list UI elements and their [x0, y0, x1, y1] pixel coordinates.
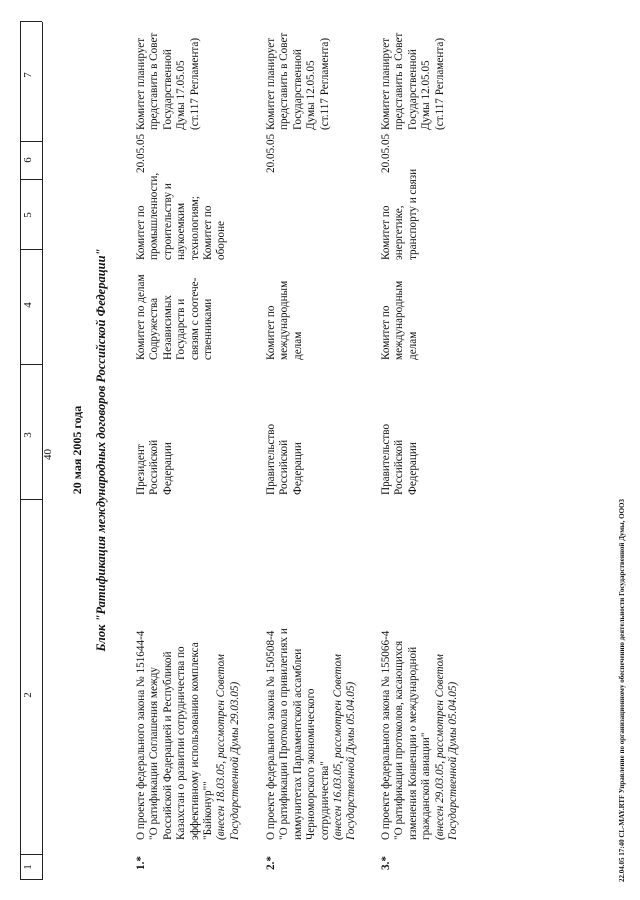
column-number: 4 [22, 302, 34, 308]
date-cell: 20.05.05 [380, 133, 392, 173]
law-note-line: (внесен 29.03.05, рассмотрен Советом [433, 654, 446, 840]
page-number: 40 [42, 449, 54, 460]
strip-top-border [20, 22, 21, 880]
co-committee-line: энергетике, [393, 205, 406, 260]
status-line: Думы 12.05.05 [420, 60, 433, 130]
initiator-line: Президент [135, 444, 147, 495]
strip-divider [20, 499, 42, 500]
block-heading: Блок "Ратификация международных договоров Российской Федерации" [94, 248, 108, 652]
initiator-line: Федерации [291, 442, 304, 495]
column-number: 2 [22, 692, 34, 698]
status-line: Комитет планирует [135, 37, 147, 130]
status-line: представить в Совет [278, 32, 291, 130]
row-number: 1.* [135, 856, 147, 870]
column-number: 7 [22, 72, 34, 78]
status-line: представить в Совет [393, 32, 406, 130]
initiator-line: Правительство [265, 423, 277, 495]
committee-cell [265, 281, 305, 360]
status-line: (ст.117 Регламента) [188, 37, 201, 130]
co-committee-line: Комитет по [380, 205, 392, 260]
law-note-line: Государственной Думы 29.03.05) [228, 681, 241, 840]
law-description-line: Черноморского экономического [305, 688, 318, 840]
committee-line: Комитет по [265, 305, 277, 360]
page-footer: 22.04.05 17:40 CL-MAY.RTF Управление по организационному обеспечению деятельности Государственной Думы, ООО3 [618, 499, 626, 882]
law-description-line: "Байконур"" [202, 781, 215, 840]
status-line: Государственной [406, 49, 419, 130]
strip-divider [20, 179, 42, 180]
row-number: 3.* [380, 856, 392, 870]
status-line: (ст.117 Регламента) [318, 37, 331, 130]
row-number: 2.* [265, 856, 277, 870]
committee-line: ственниками [202, 298, 215, 360]
law-note-line: (внесен 18.03.05, рассмотрен Советом [215, 654, 228, 840]
initiator-cell [265, 424, 305, 495]
committee-cell [380, 281, 420, 360]
law-description-line: гражданской авиации" [420, 732, 433, 840]
initiator-line: Правительство [380, 423, 392, 495]
law-title: О проекте федерального закона № 151644-4 [135, 630, 147, 840]
committee-line: Комитет по [380, 305, 392, 360]
status-line: (ст.117 Регламента) [433, 37, 446, 130]
strip-divider [20, 364, 42, 365]
committee-line: делам [406, 331, 419, 360]
column-number: 5 [22, 212, 34, 218]
initiator-cell [380, 424, 420, 495]
status-line: Государственной [291, 49, 304, 130]
law-description-line: "О ратификации Соглашения между [148, 667, 161, 840]
law-description-line: иммунитетах Парламентской ассамблеи [291, 648, 304, 840]
initiator-line: Российской [278, 439, 291, 495]
law-description-line: Российской Федерацией и Республикой [161, 651, 174, 840]
law-description-line: "О ратификации Протокола о привилегиях и [278, 628, 291, 840]
committee-line: связям с соотече- [188, 277, 201, 360]
status-cell [380, 33, 447, 130]
committee-line: делам [291, 331, 304, 360]
law-project-cell [135, 500, 242, 840]
law-note-line: Государственной Думы 05.04.05) [447, 681, 460, 840]
co-committee-cell [380, 169, 420, 260]
law-title: О проекте федерального закона № 155066-4 [380, 630, 392, 840]
column-number: 1 [22, 864, 34, 870]
status-cell [265, 33, 332, 130]
status-line: Думы 12.05.05 [305, 60, 318, 130]
status-line: Думы 17.05.05 [175, 60, 188, 130]
date-cell: 20.05.05 [265, 133, 277, 173]
co-committee-line: обороне [215, 220, 228, 260]
status-line: представить в Совет [148, 32, 161, 130]
committee-line: международным [393, 280, 406, 360]
law-description-line: сотрудничества" [318, 761, 331, 840]
co-committee-line: технологиям; [188, 196, 201, 260]
strip-divider [20, 141, 42, 142]
committee-line: международным [278, 280, 291, 360]
status-cell [135, 33, 202, 130]
co-committee-line: Комитет по [202, 205, 215, 260]
co-committee-line: строительству и [161, 183, 174, 260]
column-number: 6 [22, 157, 34, 163]
co-committee-line: транспорту и связи [406, 168, 419, 260]
law-project-cell [265, 500, 359, 840]
law-note-line: Государственной Думы 05.04.05) [345, 681, 358, 840]
committee-line: Комитет по делам [135, 274, 147, 360]
initiator-cell [135, 440, 175, 495]
law-description-line: изменения Конвенции о международной [406, 646, 419, 840]
date-cell: 20.05.05 [135, 133, 147, 173]
law-project-cell [380, 500, 460, 840]
law-description-line: эффективному использованию комплекса [188, 642, 201, 840]
initiator-line: Российской [148, 439, 161, 495]
date-heading: 20 мая 2005 года [70, 405, 84, 495]
initiator-line: Федерации [161, 442, 174, 495]
strip-bottom-border [42, 22, 43, 880]
initiator-line: Федерации [406, 442, 419, 495]
column-number: 3 [22, 432, 34, 438]
strip-divider [20, 21, 42, 22]
co-committee-line: промышленности, [148, 172, 161, 260]
co-committee-cell [135, 173, 229, 260]
law-note-line: (внесен 16.03.05, рассмотрен Советом [332, 654, 345, 840]
status-line: Государственной [161, 49, 174, 130]
status-line: Комитет планирует [380, 37, 392, 130]
co-committee-line: Комитет по [135, 205, 147, 260]
committee-line: Государств и [175, 298, 188, 360]
law-description-line: Казахстан о развитии сотрудничества по [175, 646, 188, 840]
strip-divider [20, 249, 42, 250]
law-title: О проекте федерального закона № 150508-4 [265, 630, 277, 840]
co-committee-line: наукоемким [175, 202, 188, 260]
law-description-line: "О ратификации протоколов, касающихся [393, 640, 406, 840]
status-line: Комитет планирует [265, 37, 277, 130]
committee-cell [135, 274, 215, 360]
committee-line: Содружества [148, 297, 161, 360]
committee-line: Независимых [161, 295, 174, 360]
initiator-line: Российской [393, 439, 406, 495]
